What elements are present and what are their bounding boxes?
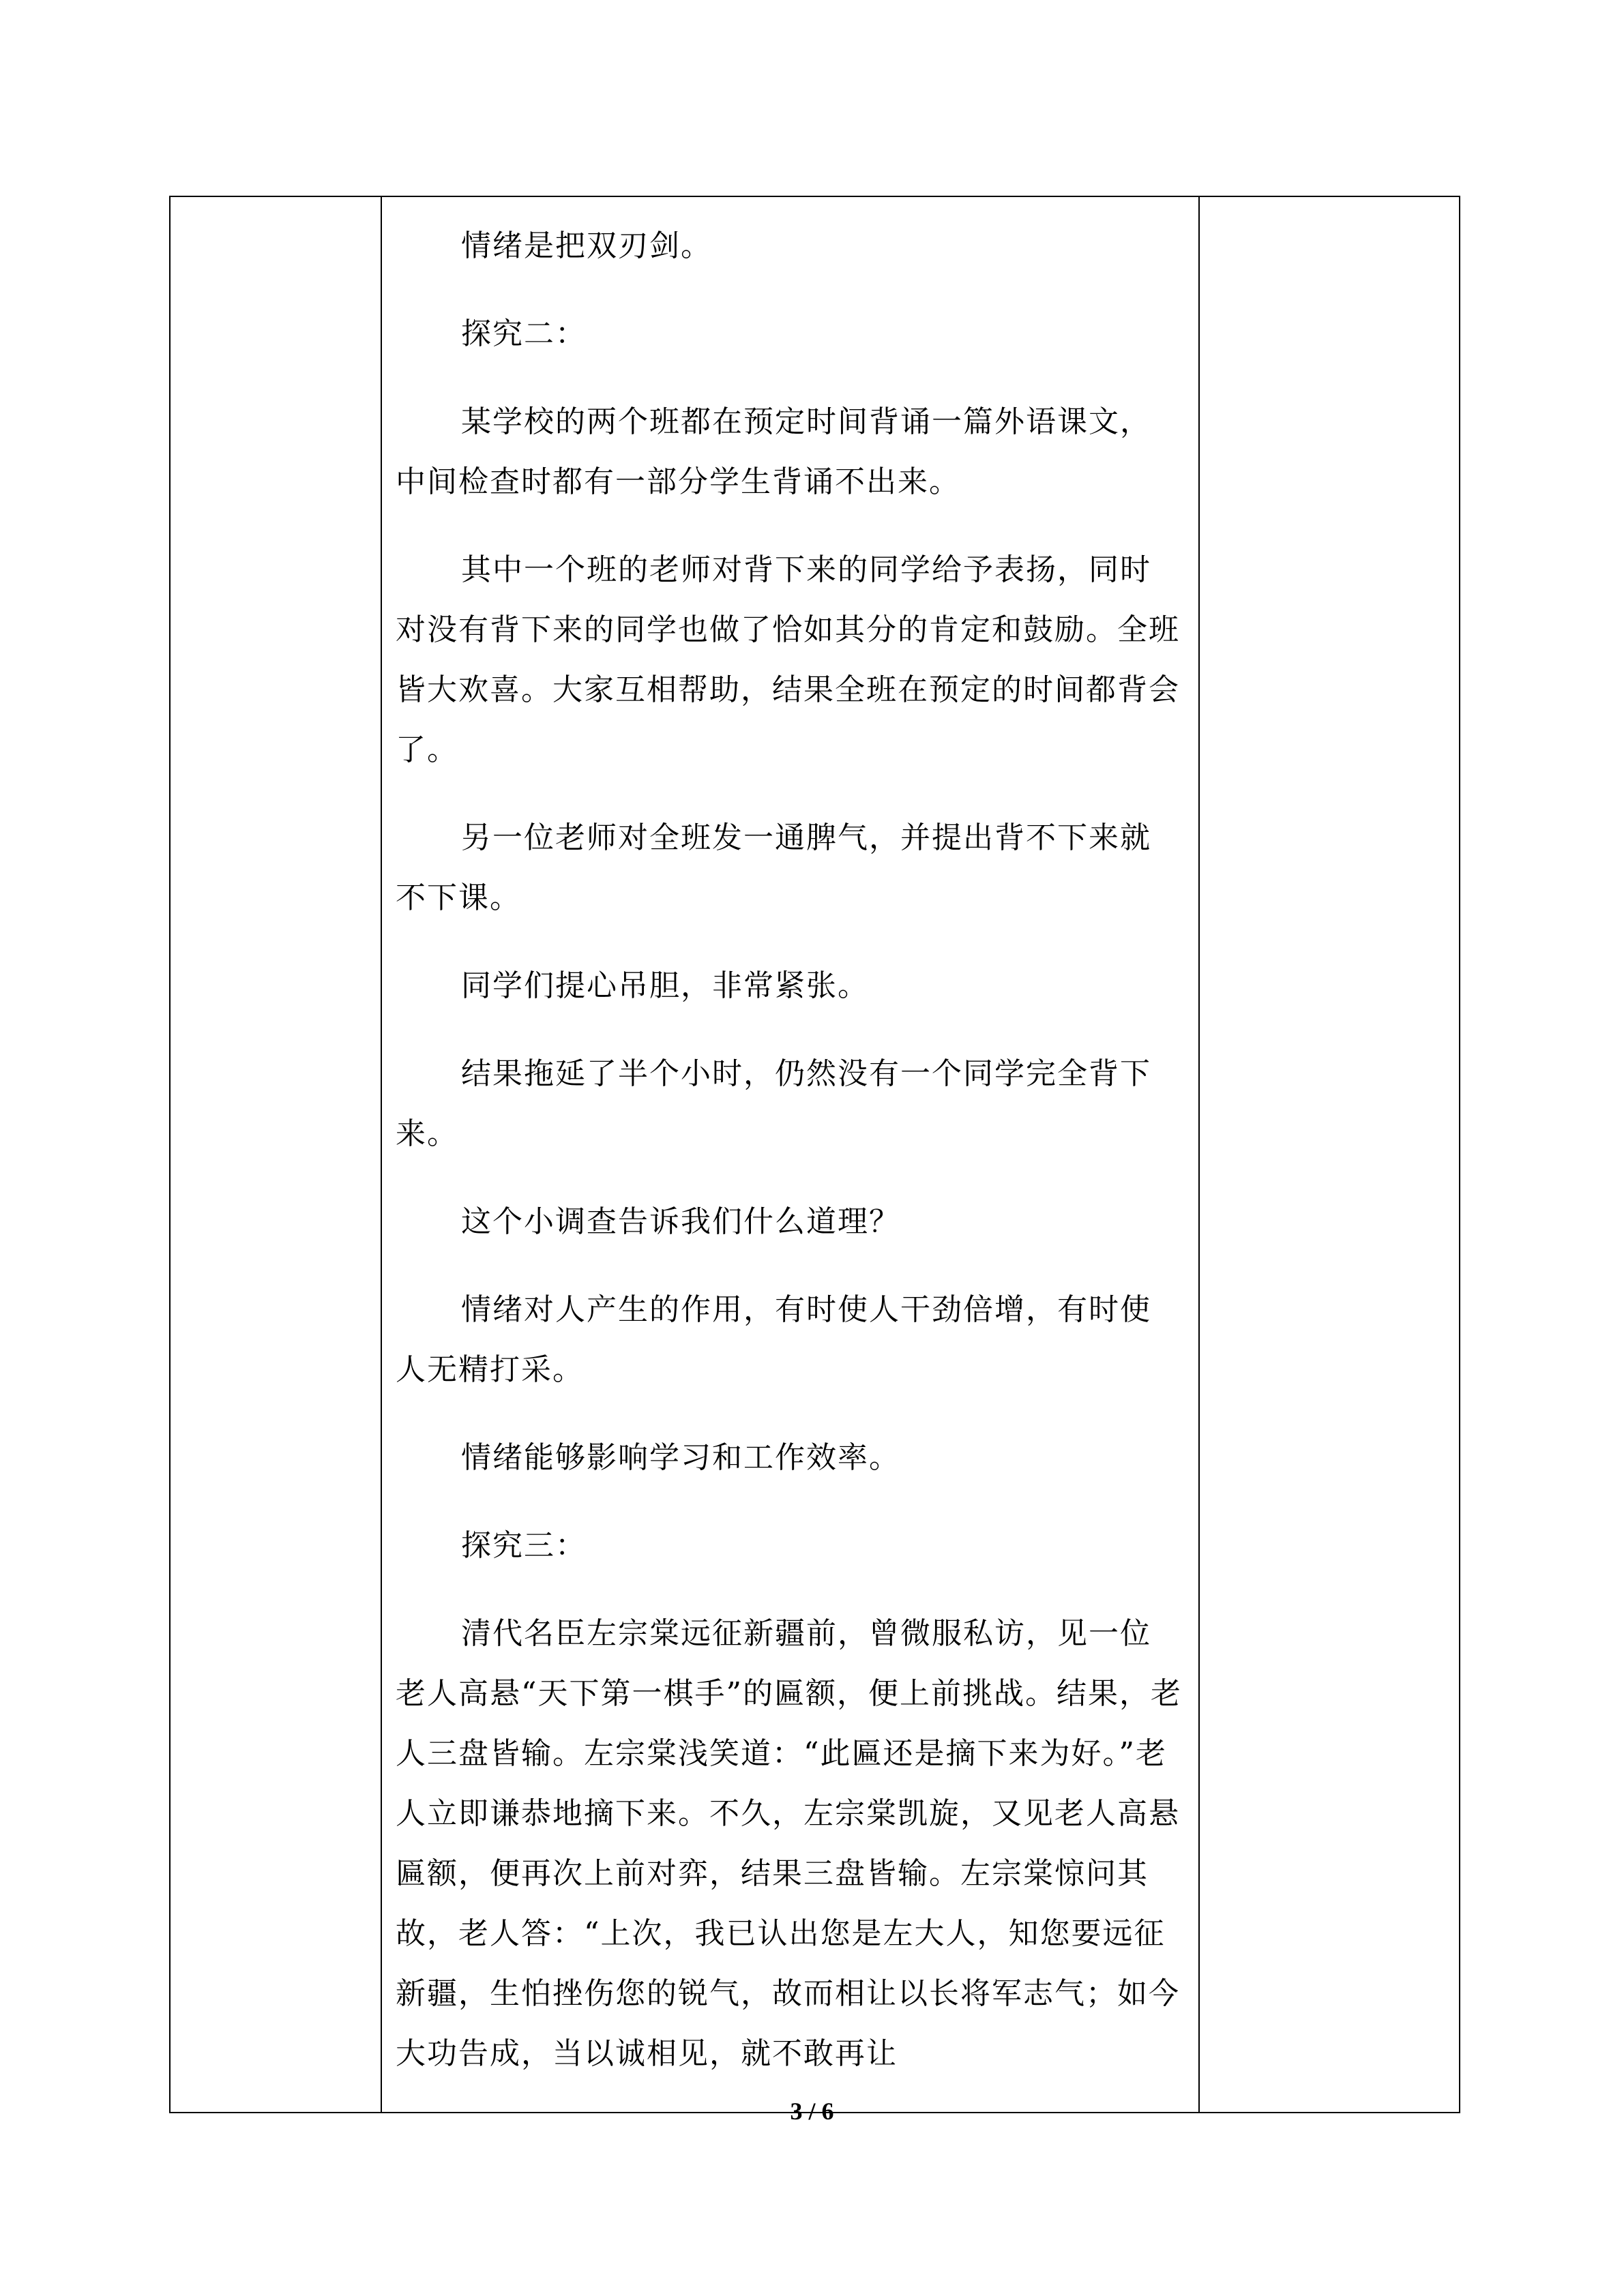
paragraph: 探究三： — [461, 1528, 587, 1563]
paragraph: 某学校的两个班都在预定时间背诵一篇外语课文，中间检查时都有一部分学生背诵不出来。 — [396, 404, 1151, 499]
table-row — [170, 196, 1460, 2113]
paragraph: 结果拖延了半个小时，仍然没有一个同学完全背下来。 — [396, 1056, 1151, 1151]
right-cell — [1199, 196, 1460, 2113]
paragraph: 清代名臣左宗棠远征新疆前，曾微服私访，见一位老人高悬“天下第一棋手”的匾额，便上前挑战。结果，老人三盘皆输。左宗棠浅笑道：“此匾还是摘下来为好。”老人立即谦恭地摘下来。不久，左宗棠凯旋，又见老人高悬匾额，便再次上前对弈，结果三盘皆输。左宗棠惊问其故，老人答：“上次，我已认出您是左大人，知您要远征新疆，生怕挫伤您的锐气，故而相让以长将军志气；如今大功告成，当以诚相见，就不敢再让 — [396, 1616, 1182, 2071]
paragraph: 其中一个班的老师对背下来的同学给予表扬，同时对没有背下来的同学也做了恰如其分的肯定和鼓励。全班皆大欢喜。大家互相帮助，结果全班在预定的时间都背会了。 — [396, 552, 1180, 767]
paragraph: 情绪是把双刃剑。 — [461, 228, 712, 263]
paragraph: 这个小调查告诉我们什么道理？ — [461, 1204, 900, 1239]
content-cell — [381, 196, 1199, 2113]
content-body — [382, 197, 1198, 2084]
left-cell — [170, 196, 381, 2113]
paragraph: 同学们提心吊胆，非常紧张。 — [461, 968, 869, 1003]
paragraph: 情绪对人产生的作用，有时使人干劲倍增，有时使人无精打采。 — [396, 1292, 1151, 1387]
paragraph: 另一位老师对全班发一通脾气，并提出背不下来就不下课。 — [396, 820, 1151, 915]
paragraph: 探究二： — [461, 316, 587, 351]
lesson-plan-table — [169, 196, 1460, 2113]
page-number: 3 / 6 — [790, 2098, 834, 2125]
paragraph: 情绪能够影响学习和工作效率。 — [461, 1440, 900, 1475]
